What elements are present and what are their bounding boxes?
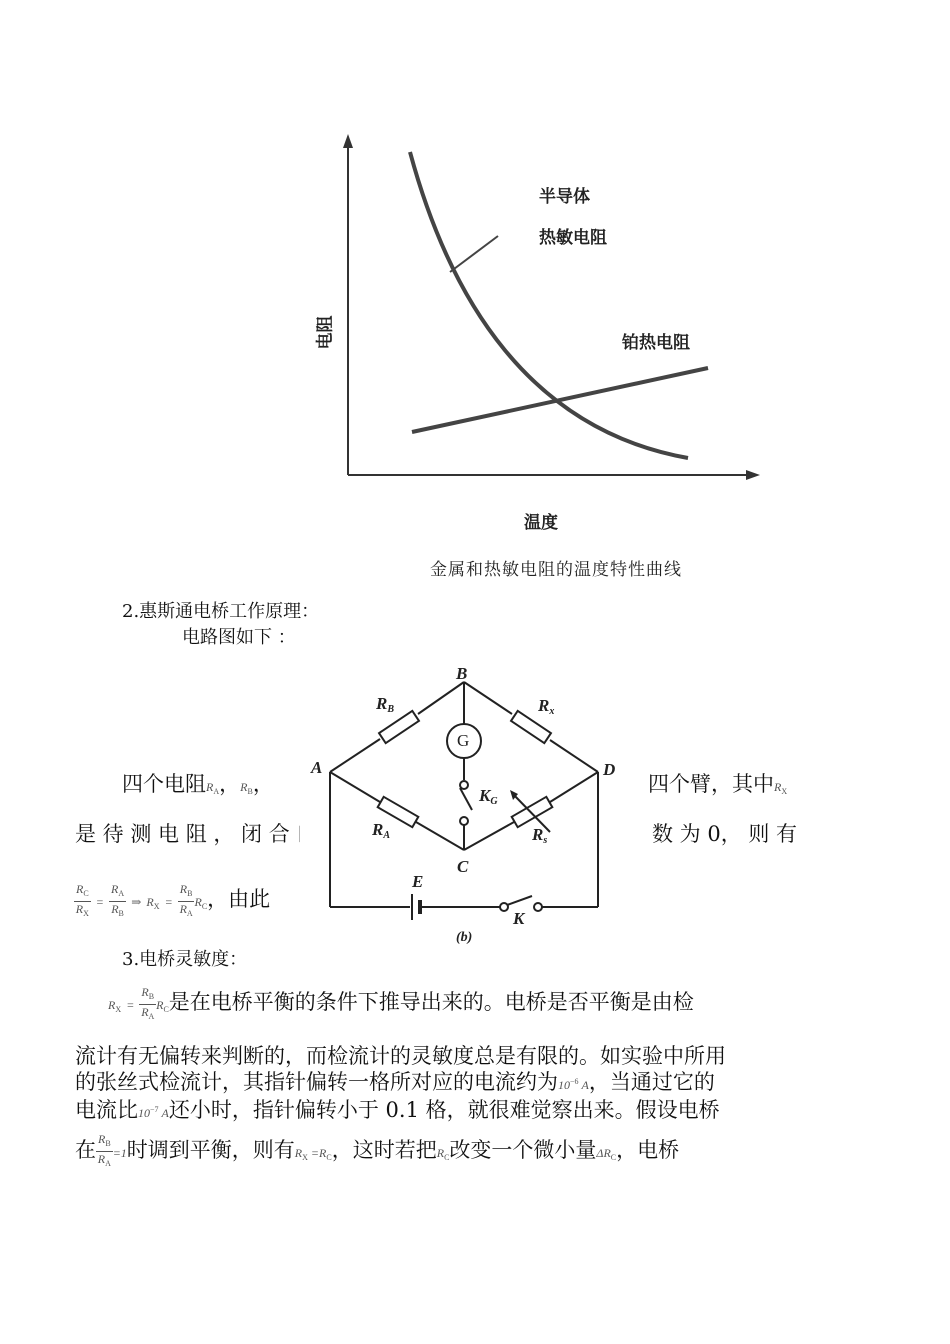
eq-RX-sub: X <box>83 909 89 918</box>
wire-C-Rs <box>464 822 514 850</box>
symbol-RB: R <box>240 780 248 794</box>
Rs-letter: R <box>532 825 544 844</box>
section3-line5 <box>75 1132 679 1172</box>
f-RX: R <box>108 998 116 1012</box>
RA-letter: R <box>372 820 384 839</box>
y-axis-arrow <box>343 134 353 148</box>
wire-Rs-D <box>550 772 598 802</box>
eq-RA2: R <box>179 902 187 916</box>
resistor-Rs <box>512 797 553 827</box>
r-RX: R <box>294 1146 303 1160</box>
eq-RA-sub: A <box>118 889 125 898</box>
section3-line2: 流计有无偏转来判断的，而检流计的灵敏度总是有限的。如实验中所用 <box>75 1044 726 1068</box>
symbol-RX-sub: X <box>781 787 788 796</box>
resistor-RB <box>379 711 419 743</box>
para1-line2-start: 是 待 测 电 阻 ， 闭 合 口 <box>75 822 318 846</box>
r-RA: R <box>97 1152 106 1166</box>
para1-line3-tail: ，由此 <box>207 887 271 911</box>
resistor-Rx-label <box>538 696 554 717</box>
r-RC: R <box>319 1146 327 1160</box>
line5-text-e: ，电桥 <box>616 1138 680 1162</box>
wire-B-Rx <box>464 682 512 714</box>
line3-text-b: ，当通过它的 <box>588 1070 715 1094</box>
switch-KG-bottom <box>460 817 468 825</box>
f-RX-sub: X <box>115 1005 122 1014</box>
para1-tail-text: 四个臂，其中 <box>648 772 774 796</box>
node-A-label: A <box>311 758 323 777</box>
Rx-sub: x <box>549 706 555 717</box>
switch-K-blade <box>507 896 532 905</box>
f-RC: R <box>156 998 164 1012</box>
eq-RC2: R <box>194 895 202 909</box>
symbol-RB-sub: B <box>247 787 253 796</box>
eq-equals-2: = <box>164 895 173 909</box>
line5-text-c: ，这时若把 <box>331 1138 437 1162</box>
switch-KG-label <box>479 786 498 807</box>
fraction-RB-RA <box>178 882 195 921</box>
eq-RA: R <box>110 882 119 896</box>
para1-line1-tail <box>648 770 787 806</box>
wheatstone-bridge-circuit <box>300 660 625 950</box>
r-RX-sub: X <box>302 1153 308 1162</box>
comma-1: ， <box>219 772 241 796</box>
eq-RC-sub: C <box>83 889 89 898</box>
RB-sub: B <box>387 704 395 715</box>
resistor-RA-label <box>372 820 390 841</box>
fraction-RB-RA-s3 <box>139 985 156 1024</box>
r-equals-1: =1 <box>112 1146 127 1160</box>
section3-line1-text: 是在电桥平衡的条件下推导出来的。电桥是否平衡是由检 <box>168 990 694 1014</box>
f-RA: R <box>141 1005 149 1019</box>
switch-KG-blade <box>460 788 472 810</box>
thermistor-pointer-line <box>450 236 498 272</box>
y-axis-label: 电阻 <box>315 315 336 350</box>
RA-sub: A <box>383 830 391 841</box>
line5-text-a: 在 <box>75 1138 96 1162</box>
para1-text-start: 四个电阻 <box>122 772 206 796</box>
fraction-RC-RX <box>74 882 91 921</box>
f-RB-sub: B <box>148 992 155 1001</box>
platinum-line <box>412 368 708 432</box>
galvanometer-label: G <box>457 731 470 750</box>
r-RB-sub: B <box>105 1139 111 1148</box>
current-1-unit: A <box>581 1078 589 1092</box>
delta-RC-sub: C <box>610 1153 617 1162</box>
line3-text-a: 的张丝式检流计，其指针偏转一格所对应的电流约为 <box>75 1070 558 1094</box>
Rs-sub: s <box>543 835 548 846</box>
fraction-RA-RB <box>109 882 126 921</box>
r-RC-sub: C <box>326 1153 332 1162</box>
node-D-label: D <box>603 760 616 779</box>
eq-RC2-sub: C <box>201 902 208 911</box>
wire-RB-B <box>418 682 464 714</box>
RB-letter: R <box>376 694 388 713</box>
line5-text-b: 时调到平衡，则有 <box>126 1138 295 1162</box>
wire-A-RB <box>330 739 380 772</box>
f-equals: = <box>126 998 135 1012</box>
wire-A-RA <box>330 772 380 802</box>
switch-K-right <box>534 903 542 911</box>
circuit-intro: 电路图如下 ： <box>182 627 296 648</box>
eq-implies: ⇒ <box>131 895 142 909</box>
line4-text-a: 电流比 <box>75 1098 138 1122</box>
section3-line1 <box>108 985 694 1024</box>
f-RC-sub: C <box>163 1005 169 1014</box>
comma-2: ， <box>252 772 274 796</box>
fraction-RB-RA-s3b <box>96 1132 113 1171</box>
r-RC2: R <box>436 1146 445 1160</box>
Rx-letter: R <box>538 696 550 715</box>
current-2-exp: −7 <box>150 1105 159 1114</box>
section3-line3 <box>75 1068 715 1099</box>
symbol-RA-sub: A <box>213 787 220 796</box>
eq-RB2: R <box>179 882 188 896</box>
curve-label-semiconductor: 半导体 <box>539 187 590 207</box>
x-axis-label: 温度 <box>524 513 558 533</box>
KG-letter: K <box>479 786 491 805</box>
x-axis-arrow <box>746 470 760 480</box>
KG-sub: G <box>490 796 498 807</box>
symbol-RX: R <box>774 780 782 794</box>
eq-RB: R <box>111 902 119 916</box>
delta-RC: ΔR <box>596 1146 611 1160</box>
eq-RX2: R <box>146 895 154 909</box>
r-RB: R <box>98 1132 106 1146</box>
eq-RC: R <box>76 882 84 896</box>
f-RB: R <box>141 985 149 999</box>
current-2-base: 10 <box>138 1106 150 1120</box>
curve-label-platinum: 铂热电阻 <box>622 333 690 353</box>
r-RA-sub: A <box>105 1159 111 1168</box>
balance-equation <box>74 882 270 921</box>
eq-RA2-sub: A <box>186 909 193 918</box>
line4-text-b: 还小时，指针偏转小于 0.1 格，就很难觉察出来。假设电桥 <box>168 1098 720 1122</box>
eq-RB2-sub: B <box>187 889 193 898</box>
f-RA-sub: A <box>148 1012 155 1021</box>
wire-Rx-D <box>550 740 598 772</box>
eq-RX2-sub: X <box>153 902 160 911</box>
para1-line2-end: 数 为 0， 则 有 <box>652 822 798 846</box>
graph-caption: 金属和热敏电阻的温度特性曲线 <box>430 560 682 580</box>
switch-KG-top <box>460 781 468 789</box>
r-RC2-sub: C <box>444 1153 450 1162</box>
section-2-heading: 2.惠斯通电桥工作原理： <box>122 601 320 622</box>
eq-RX: R <box>75 902 84 916</box>
para1-line1 <box>122 770 274 806</box>
current-1-exp: −6 <box>570 1077 579 1086</box>
section-3-heading: 3.电桥灵敏度： <box>122 949 248 970</box>
resistor-RB-label <box>376 694 394 715</box>
eq-RB-sub: B <box>118 909 124 918</box>
curve-label-thermistor: 热敏电阻 <box>539 228 607 248</box>
node-B-label: B <box>456 664 468 683</box>
resistor-Rs-label <box>532 825 547 846</box>
symbol-RA: R <box>206 780 214 794</box>
node-C-label: C <box>457 857 469 876</box>
wire-RA-C <box>416 822 464 850</box>
section3-line4 <box>75 1096 720 1127</box>
line5-text-d: 改变一个微小量 <box>449 1138 597 1162</box>
r-equals-2: = <box>310 1146 320 1160</box>
switch-K-label: K <box>513 909 525 928</box>
circuit-caption: (b) <box>456 930 473 945</box>
eq-equals: = <box>95 895 104 909</box>
current-1-base: 10 <box>558 1078 570 1092</box>
current-2-unit: A <box>161 1106 169 1120</box>
battery-E-label: E <box>412 872 424 891</box>
